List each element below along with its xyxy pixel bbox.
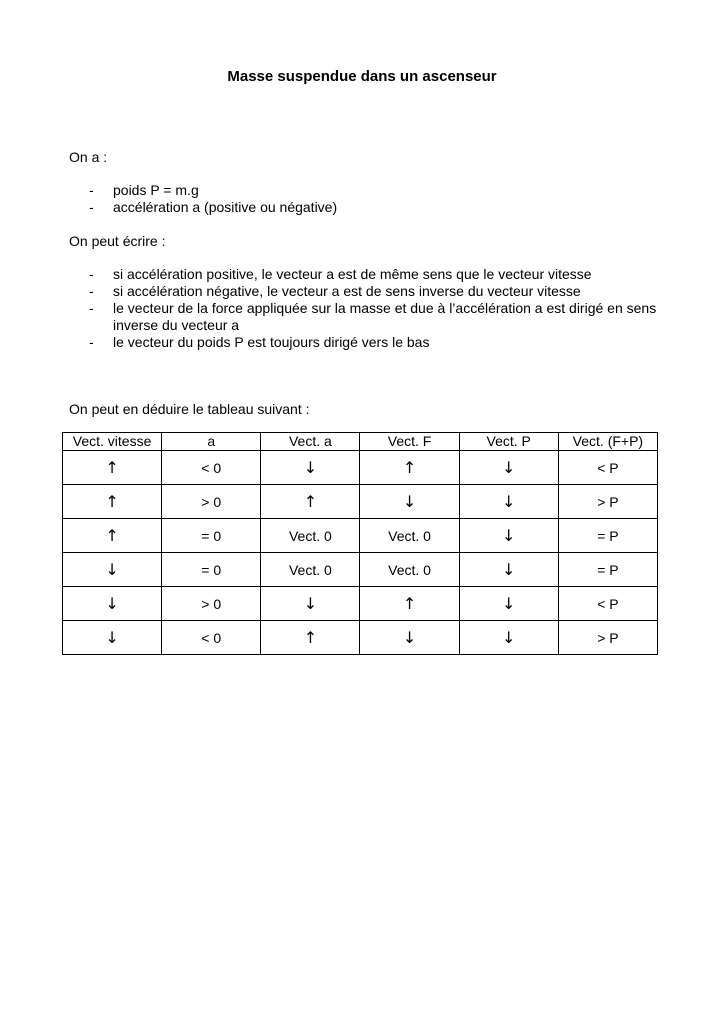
table-cell: = 0 xyxy=(162,519,261,553)
given-list xyxy=(89,182,659,216)
statement-item xyxy=(89,300,659,334)
statements-list xyxy=(89,266,659,351)
table-cell: > P xyxy=(558,485,657,519)
table-cell: ↑ xyxy=(63,485,162,519)
given-item-text: accélération a (positive ou négative) xyxy=(113,199,338,215)
table-cell: ↓ xyxy=(459,485,558,519)
table-row xyxy=(63,451,658,485)
table-cell: ↓ xyxy=(459,451,558,485)
given-item xyxy=(89,182,659,199)
table-cell: ↓ xyxy=(63,621,162,655)
statement-text: si accélération négative, le vecteur a est de sens inverse du vecteur vitesse xyxy=(113,283,581,299)
table-cell: Vect. 0 xyxy=(261,519,360,553)
statement-text: le vecteur de la force appliquée sur la masse et due à l’accélération a est dirigé en sens inverse du vecteur a xyxy=(113,300,657,333)
header-cell: Vect. vitesse xyxy=(63,433,162,451)
bullet-dash: - xyxy=(89,182,94,198)
table-cell: ↑ xyxy=(360,451,459,485)
header-cell: a xyxy=(162,433,261,451)
table-row xyxy=(63,587,658,621)
table-cell: < 0 xyxy=(162,621,261,655)
given-item-text: poids P = m.g xyxy=(113,182,199,198)
table-cell: ↓ xyxy=(459,553,558,587)
results-table xyxy=(62,432,658,655)
table-cell: = P xyxy=(558,553,657,587)
statement-text: si accélération positive, le vecteur a est de même sens que le vecteur vitesse xyxy=(113,266,592,282)
header-cell: Vect. F xyxy=(360,433,459,451)
table-cell: ↑ xyxy=(261,485,360,519)
bullet-dash: - xyxy=(89,199,94,215)
table-cell: ↑ xyxy=(63,451,162,485)
table-cell: < P xyxy=(558,587,657,621)
table-cell: Vect. 0 xyxy=(261,553,360,587)
statement-item xyxy=(89,283,659,300)
table-cell: ↓ xyxy=(63,587,162,621)
table-intro-text: On peut en déduire le tableau suivant : xyxy=(69,401,310,417)
bullet-dash: - xyxy=(89,300,94,316)
bullet-dash: - xyxy=(89,283,94,299)
table-cell: = P xyxy=(558,519,657,553)
header-cell: Vect. a xyxy=(261,433,360,451)
table-cell: ↓ xyxy=(459,519,558,553)
table-cell: ↓ xyxy=(360,485,459,519)
table-row xyxy=(63,485,658,519)
statement-item xyxy=(89,334,659,351)
table-cell: > 0 xyxy=(162,587,261,621)
bullet-dash: - xyxy=(89,334,94,350)
table-cell: ↓ xyxy=(261,451,360,485)
table-cell: ↓ xyxy=(63,553,162,587)
table-cell: < P xyxy=(558,451,657,485)
table-cell: ↑ xyxy=(360,587,459,621)
intro-text: On a : xyxy=(69,149,108,165)
table-cell: ↓ xyxy=(360,621,459,655)
table-row xyxy=(63,519,658,553)
page-title: Masse suspendue dans un ascenseur xyxy=(227,68,497,85)
table-cell: Vect. 0 xyxy=(360,519,459,553)
table-row xyxy=(63,621,658,655)
table-cell: ↑ xyxy=(261,621,360,655)
table-row xyxy=(63,553,658,587)
table-cell: = 0 xyxy=(162,553,261,587)
table-cell: > P xyxy=(558,621,657,655)
table-cell: > 0 xyxy=(162,485,261,519)
header-cell: Vect. P xyxy=(459,433,558,451)
table-header-row xyxy=(63,433,658,451)
statement-item xyxy=(89,266,659,283)
given-item xyxy=(89,199,659,216)
table-cell: < 0 xyxy=(162,451,261,485)
statement-text: le vecteur du poids P est toujours dirigé vers le bas xyxy=(113,334,430,350)
bullet-dash: - xyxy=(89,266,94,282)
table-cell: ↓ xyxy=(459,587,558,621)
table-cell: ↓ xyxy=(459,621,558,655)
table-cell: ↓ xyxy=(261,587,360,621)
header-cell: Vect. (F+P) xyxy=(558,433,657,451)
table-cell: ↑ xyxy=(63,519,162,553)
table-cell: Vect. 0 xyxy=(360,553,459,587)
write-intro-text: On peut écrire : xyxy=(69,233,166,249)
